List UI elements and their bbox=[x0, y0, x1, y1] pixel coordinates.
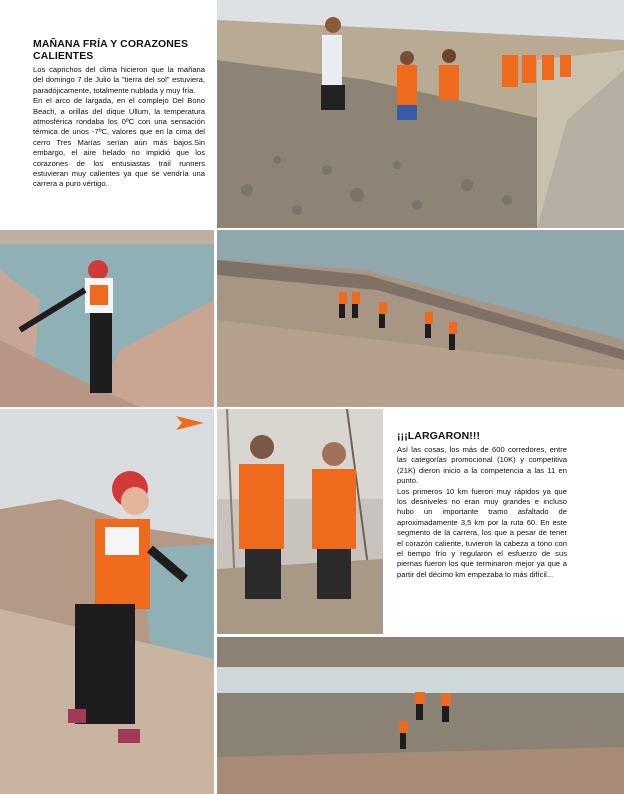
body-paragraph: En el arco de largada, en el complejo Del Bono Beach, a orillas del dique Ullum, la temperatura atmosférica rondaba los 0ºC con una sensación térmica de unos -7ºC, valores que en la cima del cerro Tres Marías serían aún más bajos.Sin embargo, el aire helado no impidió que los corazones de los entusiastas trail runners estuvieran muy calientes ya que se vendría una carrera a puro vértigo. bbox=[33, 96, 205, 189]
photo-runner-climbing-rocks bbox=[0, 230, 214, 407]
race-start-text-block bbox=[397, 430, 567, 580]
photo-two-runners-closeup bbox=[217, 409, 383, 634]
photo-runners-lakeshore bbox=[217, 230, 624, 407]
body-paragraph: Los caprichos del clima hicieron que la mañana del domingo 7 de Julio la "tierra del sol" estuviera, paradójicamente, totalmente nublada y muy fría. bbox=[33, 65, 205, 95]
body-paragraph: Los primeros 10 km fueron muy rápidos ya que los desniveles no eran muy grandes e incluso hubo un importante tramo asfaltado de aproximadamente 3,5 km por la ruta 60. En este segmento de la carrera, los que a pesar de tener el corazón caliente, tuvieron la cabeza a tono con el tiempo frío y regularon el esfuerzo de sus piernas fueron los que terminaron mejor ya que a partir del décimo km empezaba lo más difícil... bbox=[397, 486, 567, 579]
photo-female-runner-portrait bbox=[0, 409, 214, 794]
intro-text-block bbox=[33, 38, 205, 190]
photo-runners-gravel-flat bbox=[217, 637, 624, 794]
section-heading-start: ¡¡¡LARGARON!!! bbox=[397, 430, 481, 442]
section-heading-cold-morning: MAÑANA FRÍA Y CORAZONES CALIENTES bbox=[33, 38, 189, 62]
body-paragraph: Así las cosas, los más de 600 corredores, entre las categorías promocional (10K) y competitiva (21K) dieron inicio a la competencia a las 11 en punto. bbox=[397, 445, 567, 486]
photo-runners-descending-slope bbox=[217, 0, 624, 228]
orange-arrow-icon bbox=[176, 416, 204, 430]
